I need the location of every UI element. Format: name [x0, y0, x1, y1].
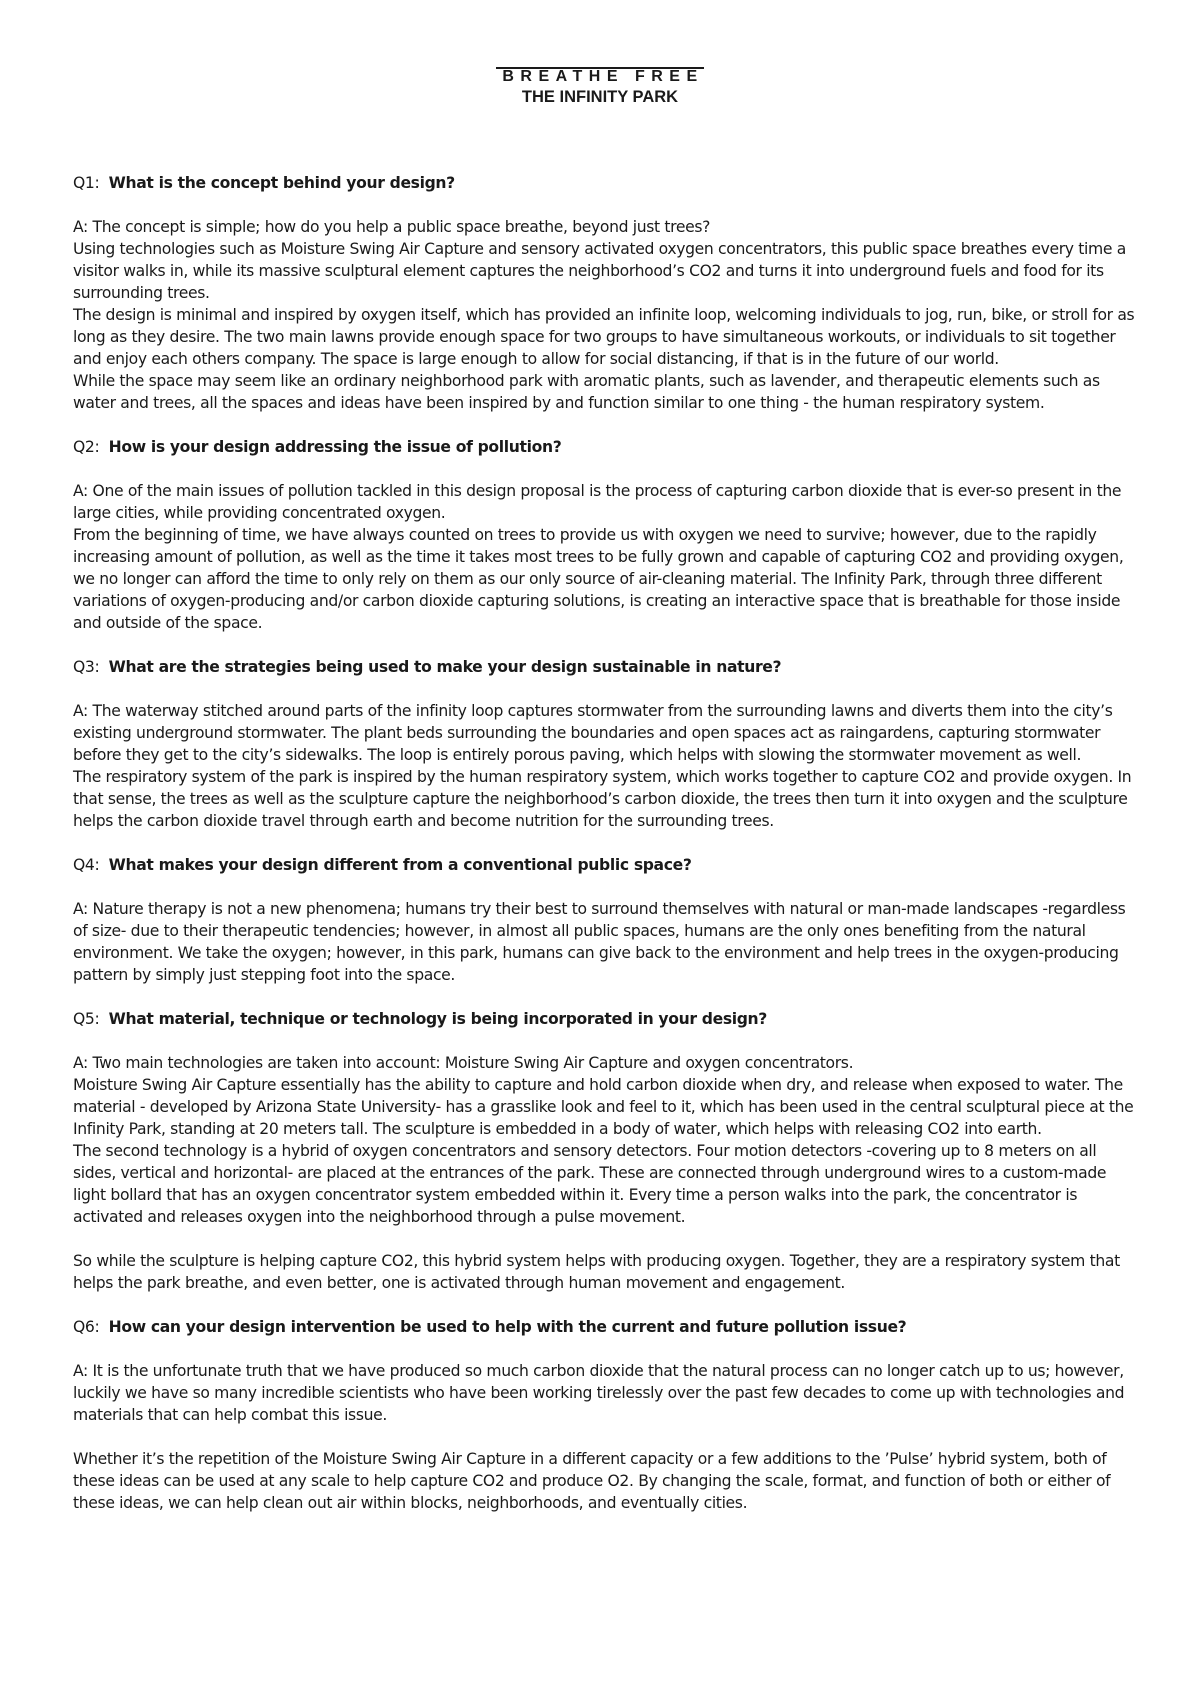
document-subtitle: THE INFINITY PARK	[521, 88, 679, 106]
question-text: What is the concept behind your design?	[108, 174, 455, 192]
document-header	[0, 66, 1200, 106]
answer-paragraph: A: The concept is simple; how do you help a public space breathe, beyond just trees?	[73, 218, 711, 236]
question-text: What material, technique or technology is being incorporated in your design?	[108, 1010, 768, 1028]
question-heading	[73, 656, 1138, 678]
answer-paragraph: Whether it’s the repetition of the Moisture Swing Air Capture in a different capacity or a few additions to the ’Pulse’ hybrid system, both of these ideas can be used at any scale to help capture CO2 and produce O2. By changing the scale, format, and function of both or either of these ideas, we can help clean out air within blocks, neighborhoods, and eventually cities.	[73, 1450, 1111, 1512]
question-heading	[73, 854, 1138, 876]
answer-block	[73, 700, 1138, 832]
question-heading	[73, 172, 1138, 194]
answer-paragraph: Moisture Swing Air Capture essentially has the ability to capture and hold carbon dioxide when dry, and release when exposed to water. The material - developed by Arizona State University- has a grasslike look and feel to it, which has been used in the central sculptural piece at the Infinity Park, standing at 20 meters tall. The sculpture is embedded in a body of water, which helps with releasing CO2 into earth.	[73, 1076, 1134, 1138]
answer-paragraph: The design is minimal and inspired by oxygen itself, which has provided an infinite loop, welcoming individuals to jog, run, bike, or stroll for as long as they desire. The two main lawns provide enough space for two groups to have simultaneous workouts, or individuals to sit together and enjoy each others company. The space is large enough to allow for social distancing, if that is in the future of our world.	[73, 306, 1135, 368]
question-heading	[73, 1316, 1138, 1338]
question-text: What makes your design different from a conventional public space?	[108, 856, 692, 874]
answer-block	[73, 1360, 1138, 1514]
answer-paragraph: The respiratory system of the park is inspired by the human respiratory system, which works together to capture CO2 and provide oxygen. In that sense, the trees as well as the sculpture capture the neighborhood’s carbon dioxide, the trees then turn it into oxygen and the sculpture helps the carbon dioxide travel through earth and become nutrition for the surrounding trees.	[73, 768, 1132, 830]
answer-paragraph: From the beginning of time, we have always counted on trees to provide us with oxygen we need to survive; however, due to the rapidly increasing amount of pollution, as well as the time it takes most trees to be fully grown and capable of capturing CO2 and providing oxygen, we no longer can afford the time to only rely on them as our only source of air-cleaning material. The Infinity Park, through three different variations of oxygen-producing and/or carbon dioxide capturing solutions, is creating an interactive space that is breathable for those inside and outside of the space.	[73, 526, 1124, 632]
answer-block	[73, 898, 1138, 986]
answer-block	[73, 1052, 1138, 1294]
paragraph-spacer	[73, 1228, 1138, 1250]
qa-content	[73, 172, 1138, 1536]
answer-paragraph: The second technology is a hybrid of oxygen concentrators and sensory detectors. Four motion detectors -covering up to 8 meters on all sides, vertical and horizontal- are placed at the entrances of the park. These are connected through underground wires to a custom-made light bollard that has an oxygen concentrator system embedded within it. Every time a person walks into the park, the concentrator is activated and releases oxygen into the neighborhood through a pulse movement.	[73, 1142, 1107, 1226]
answer-paragraph: A: One of the main issues of pollution tackled in this design proposal is the process of capturing carbon dioxide that is ever-so present in the large cities, while providing concentrated oxygen.	[73, 482, 1122, 522]
question-number: Q5:	[73, 1010, 100, 1028]
question-text: How is your design addressing the issue of pollution?	[108, 438, 562, 456]
question-heading	[73, 436, 1138, 458]
question-number: Q4:	[73, 856, 100, 874]
answer-paragraph: A: The waterway stitched around parts of the infinity loop captures stormwater from the surrounding lawns and diverts them into the city’s existing underground stormwater. The plant beds surrounding the boundaries and open spaces act as raingardens, capturing stormwater before they get to the city’s sidewalks. The loop is entirely porous paving, which helps with slowing the stormwater movement as well.	[73, 702, 1113, 764]
question-text: How can your design intervention be used to help with the current and future pollution issue?	[108, 1318, 907, 1336]
question-number: Q1:	[73, 174, 100, 192]
answer-paragraph: A: Two main technologies are taken into account: Moisture Swing Air Capture and oxygen concentrators.	[73, 1054, 854, 1072]
question-number: Q2:	[73, 438, 100, 456]
answer-paragraph: Using technologies such as Moisture Swing Air Capture and sensory activated oxygen concentrators, this public space breathes every time a visitor walks in, while its massive sculptural element captures the neighborhood’s CO2 and turns it into underground fuels and food for its surrounding trees.	[73, 240, 1126, 302]
question-heading	[73, 1008, 1138, 1030]
answer-paragraph: A: It is the unfortunate truth that we have produced so much carbon dioxide that the natural process can no longer catch up to us; however, luckily we have so many incredible scientists who have been working tirelessly over the past few decades to come up with technologies and materials that can help combat this issue.	[73, 1362, 1125, 1424]
answer-paragraph: So while the sculpture is helping capture CO2, this hybrid system helps with producing oxygen. Together, they are a respiratory system that helps the park breathe, and even better, one is activated through human movement and engagement.	[73, 1252, 1120, 1292]
question-number: Q3:	[73, 658, 100, 676]
answer-block	[73, 216, 1138, 414]
paragraph-spacer	[73, 1426, 1138, 1448]
answer-paragraph: While the space may seem like an ordinary neighborhood park with aromatic plants, such as lavender, and therapeutic elements such as water and trees, all the spaces and ideas have been inspired by and function similar to one thing - the human respiratory system.	[73, 372, 1100, 412]
document-title: BREATHE FREE	[496, 67, 703, 86]
answer-paragraph: A: Nature therapy is not a new phenomena; humans try their best to surround themselves with natural or man-made landscapes -regardless of size- due to their therapeutic tendencies; however, in almost all public spaces, humans are the only ones benefiting from the natural environment. We take the oxygen; however, in this park, humans can give back to the environment and help trees in the oxygen-producing pattern by simply just stepping foot into the space.	[73, 900, 1126, 984]
question-text: What are the strategies being used to make your design sustainable in nature?	[108, 658, 782, 676]
question-number: Q6:	[73, 1318, 100, 1336]
answer-block	[73, 480, 1138, 634]
